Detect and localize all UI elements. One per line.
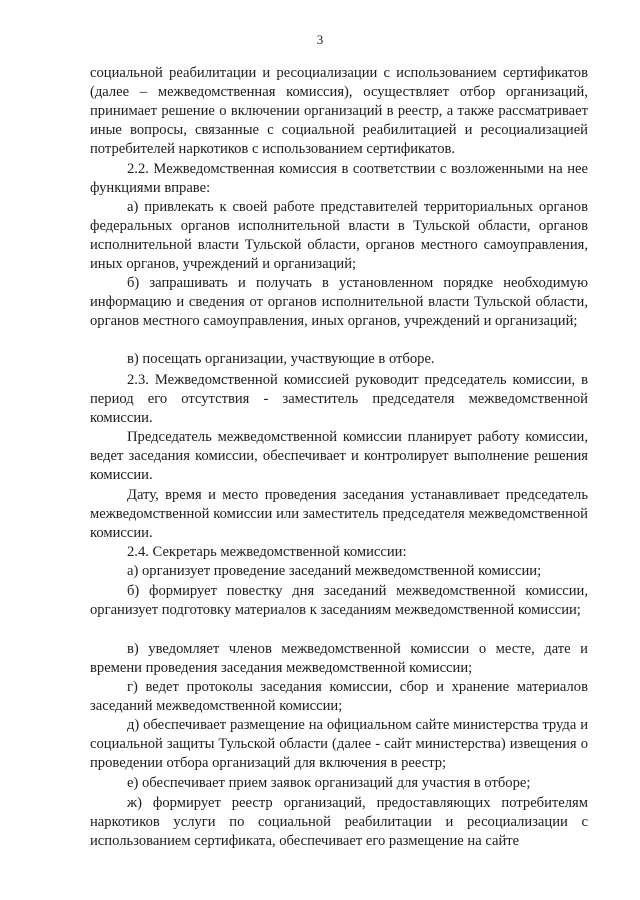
paragraph-2-4-v: в) уведомляет членов межведомственной комиссии о месте, дате и времени проведения заседания межведомственной комиссии;	[90, 641, 588, 676]
paragraph-2-4-e: е) обеспечивает прием заявок организаций для участия в отборе;	[127, 775, 531, 791]
paragraph-2-2: 2.2. Межведомственная комиссия в соответствии с возложенными на нее функциями вправе:	[90, 161, 588, 196]
page-number: 3	[316, 32, 324, 47]
paragraph-chairman-duties: Председатель межведомственной комиссии планирует работу комиссии, ведет заседания комиссии, обеспечивает и контролирует выполнение решения комиссии.	[90, 429, 588, 483]
paragraph-meeting-date: Дату, время и место проведения заседания устанавливает председатель межведомственной комиссии или заместитель председателя межведомственной комиссии.	[90, 487, 588, 541]
paragraph-2-2-b: б) запрашивать и получать в установленном порядке необходимую информацию и сведения от органов исполнительной власти Тульской области, органов местного самоуправления, иных органов, учреждений и организаций;	[90, 275, 588, 329]
paragraph-2-3: 2.3. Межведомственной комиссией руководит председатель комиссии, в период его отсутствия - заместитель председателя межведомственной комиссии.	[90, 372, 588, 426]
paragraph-2-4-b: б) формирует повестку дня заседаний межведомственной комиссии, организует подготовку материалов к заседаниям межведомственной комиссии;	[90, 583, 588, 618]
paragraph-2-4-zh: ж) формирует реестр организаций, предоставляющих потребителям наркотиков услуги по социальной реабилитации и ресоциализации с использованием сертификата, обеспечивает его размещение на сайте	[90, 795, 588, 849]
paragraph-2-4-a: а) организует проведение заседаний межведомственной комиссии;	[127, 563, 542, 579]
paragraph-2-4: 2.4. Секретарь межведомственной комиссии:	[127, 544, 407, 560]
paragraph-2-4-g: г) ведет протоколы заседания комиссии, сбор и хранение материалов заседаний межведомственной комиссии;	[90, 679, 588, 714]
paragraph-2-4-d: д) обеспечивает размещение на официальном сайте министерства труда и социальной защиты Тульской области (далее - сайт министерства) извещения о проведении отбора организаций для включения в реестр;	[90, 717, 588, 771]
paragraph-2-2-a: а) привлекать к своей работе представителей территориальных органов федеральных органов исполнительной власти в Тульской области, органов исполнительной власти Тульской области, органов местного самоуправления, иных органов, учреждений и организаций;	[90, 199, 588, 272]
paragraph-2-2-v: в) посещать организации, участвующие в отборе.	[127, 351, 435, 367]
paragraph-commission-intro: социальной реабилитации и ресоциализации с использованием сертификатов (далее – межведомственная комиссия), осуществляет отбор организаций, принимает решение о включении организаций в реестр, а также рассматривает иные вопросы, связанные с социальной реабилитацией и ресоциализацией потребителей наркотиков с использованием сертификатов.	[90, 65, 588, 157]
